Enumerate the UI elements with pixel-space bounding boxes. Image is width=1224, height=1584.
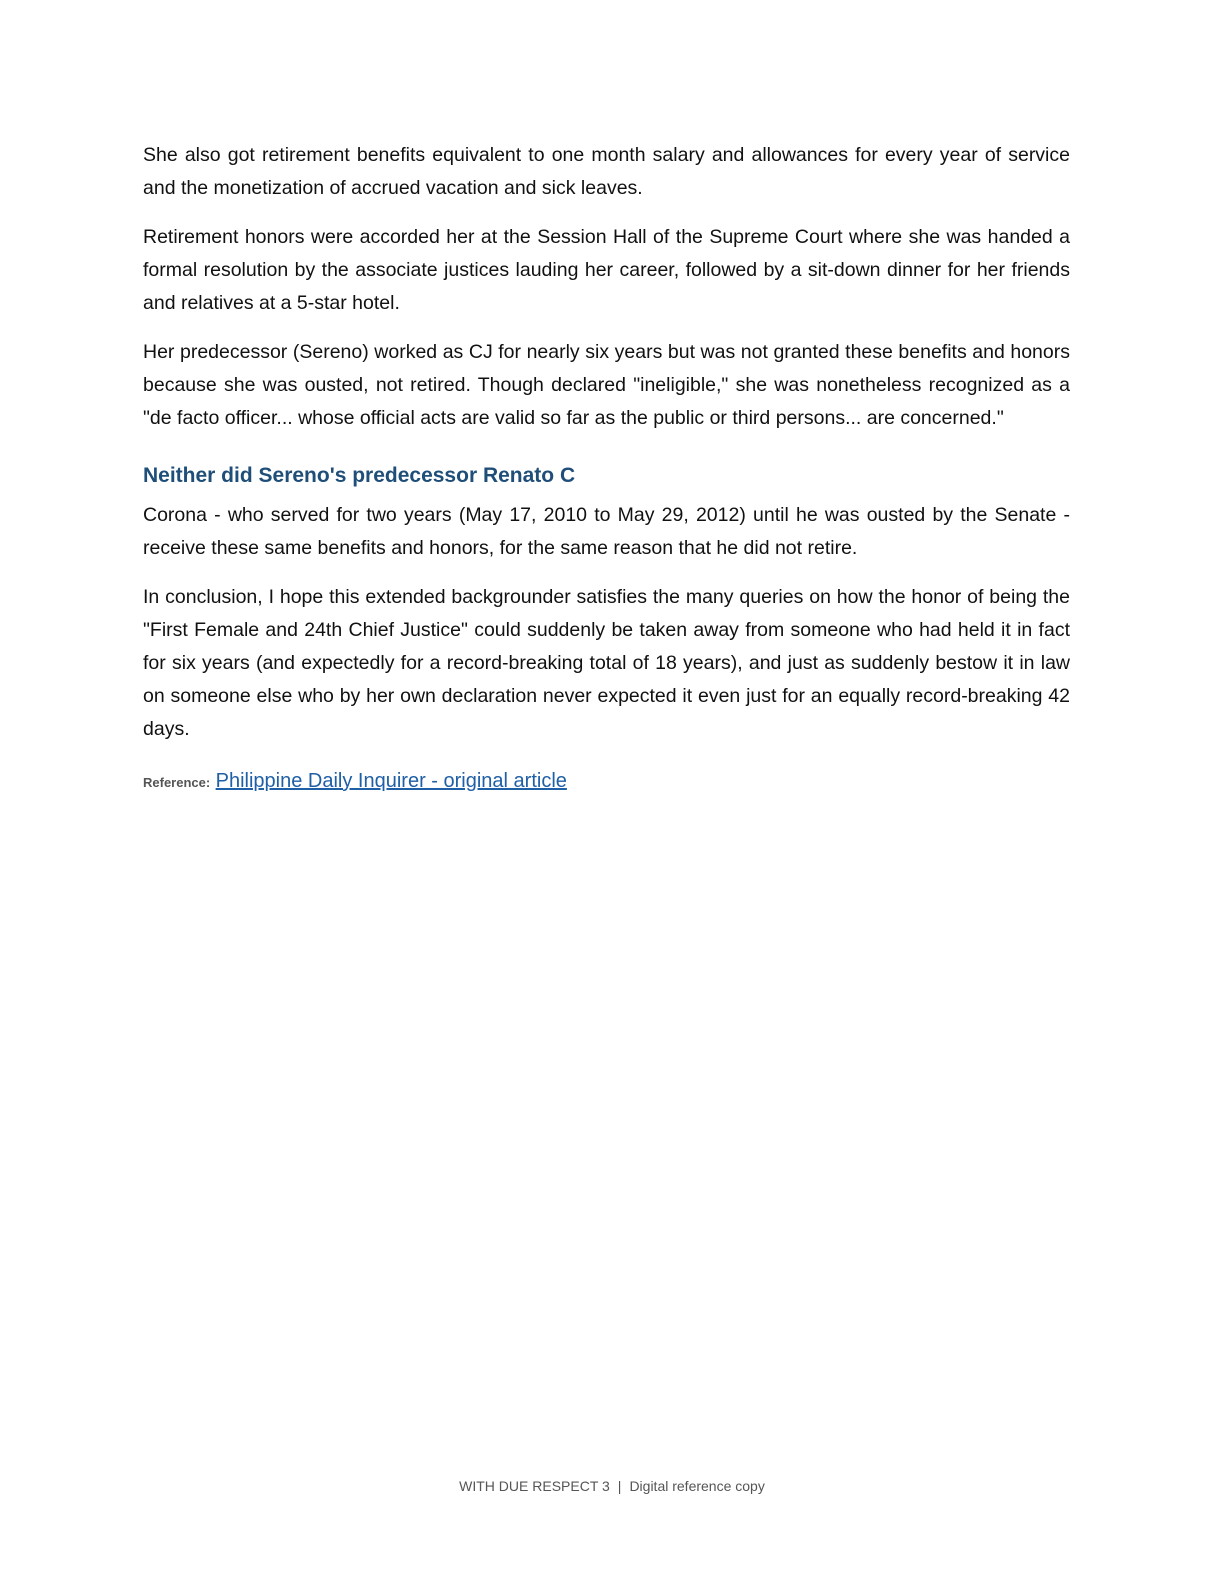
paragraph-retirement-honors: Retirement honors were accorded her at the Session Hall of the Supreme Court where she was handed a formal resolution by the associate justices lauding her career, followed by a sit-down dinner for her friends and relatives at a 5-star hotel.	[143, 226, 1070, 314]
reference-label: Reference:	[143, 775, 211, 790]
footer-title: WITH DUE RESPECT 3	[459, 1478, 610, 1494]
reference-link[interactable]: Philippine Daily Inquirer - original article	[215, 770, 567, 792]
footer-separator: |	[617, 1478, 622, 1494]
document-page	[143, 139, 1070, 798]
page-footer	[0, 1478, 1224, 1494]
paragraph-conclusion: In conclusion, I hope this extended backgrounder satisfies the many queries on how the honor of being the "First Female and 24th Chief Justice" could suddenly be taken away from someone who had held it in fact for six years (and expectedly for a record-breaking total of 18 years), and just as suddenly bestow it in law on someone else who by her own declaration never expected it even just for an equally record-breaking 42 days.	[143, 586, 1070, 740]
paragraph-retirement-benefits: She also got retirement benefits equivalent to one month salary and allowances for every year of service and the monetization of accrued vacation and sick leaves.	[143, 144, 1070, 199]
footer-note: Digital reference copy	[629, 1478, 765, 1494]
reference-line	[143, 766, 1070, 798]
paragraph-corona: Corona - who served for two years (May 17, 2010 to May 29, 2012) until he was ousted by the Senate - receive these same benefits and honors, for the same reason that he did not retire.	[143, 504, 1070, 559]
paragraph-predecessor-sereno: Her predecessor (Sereno) worked as CJ for nearly six years but was not granted these benefits and honors because she was ousted, not retired. Though declared "ineligible," she was nonetheless recognized as a "de facto officer... whose official acts are valid so far as the public or third persons... are concerned."	[143, 341, 1070, 429]
section-heading: Neither did Sereno's predecessor Renato C	[143, 464, 576, 487]
